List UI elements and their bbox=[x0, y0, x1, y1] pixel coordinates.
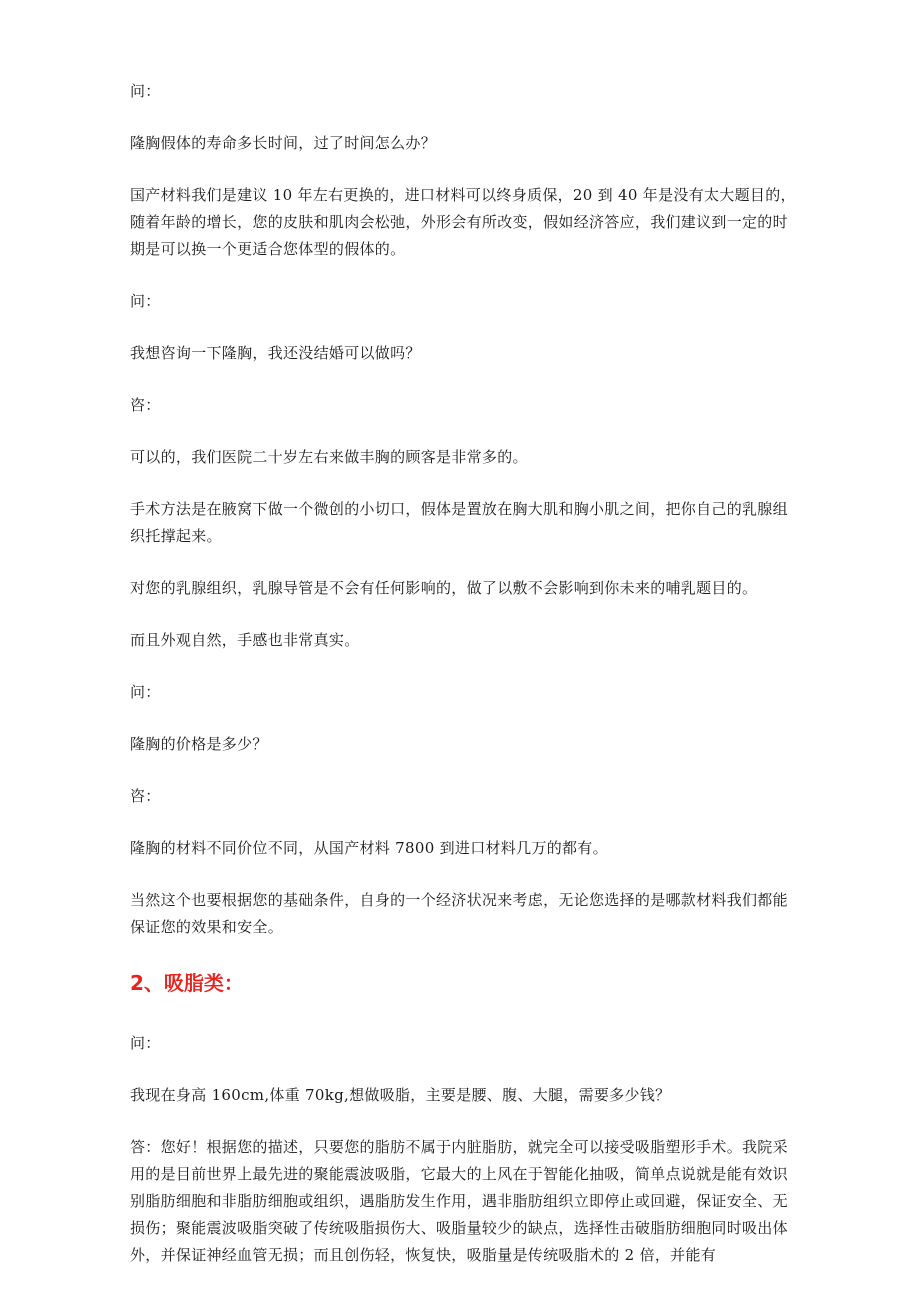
answer-paragraph: 国产材料我们是建议 10 年左右更换的，进口材料可以终身质保，20 到 40 年是没有太大题目的，随着年龄的增长，您的皮肤和肌肉会松弛，外形会有所改变，假如经济答应，我们建议到一定的时期是可以换一个更适合您体型的假体的。 bbox=[130, 186, 796, 258]
consult-label: 咨： bbox=[130, 396, 161, 414]
question-text: 隆胸假体的寿命多长时间，过了时间怎么办？ bbox=[130, 134, 437, 152]
consult-label: 咨： bbox=[130, 787, 161, 805]
answer-paragraph: 而且外观自然，手感也非常真实。 bbox=[130, 631, 360, 649]
answer-paragraph: 手术方法是在腋窝下做一个微创的小切口，假体是置放在胸大肌和胸小肌之间，把你自己的乳腺组织托撑起来。 bbox=[130, 500, 788, 545]
answer-paragraph: 对您的乳腺组织，乳腺导管是不会有任何影响的，做了以敷不会影响到你未来的哺乳题目的。 bbox=[130, 579, 758, 597]
question-label: 问： bbox=[130, 1034, 161, 1052]
question-label: 问： bbox=[130, 292, 161, 310]
answer-paragraph: 可以的，我们医院二十岁左右来做丰胸的顾客是非常多的。 bbox=[130, 448, 528, 466]
question-text: 我想咨询一下隆胸，我还没结婚可以做吗？ bbox=[130, 344, 421, 362]
question-label: 问： bbox=[130, 82, 161, 100]
answer-paragraph: 答：您好！根据您的描述，只要您的脂肪不属于内脏脂肪，就完全可以接受吸脂塑形手术。我院采用的是目前世界上最先进的聚能震波吸脂，它最大的上风在于智能化抽吸，简单点说就是能有效识别脂肪细胞和非脂肪细胞或组织，遇脂肪发生作用，遇非脂肪组织立即停止或回避，保证安全、无损伤；聚能震波吸脂突破了传统吸脂损伤大、吸脂量较少的缺点，选择性击破脂肪细胞同时吸出体外，并保证神经血管无损；而且创伤轻，恢复快，吸脂量是传统吸脂术的 2 倍，并能有 bbox=[130, 1138, 788, 1264]
document-body bbox=[130, 78, 802, 1294]
answer-paragraph: 隆胸的材料不同价位不同，从国产材料 7800 到进口材料几万的都有。 bbox=[130, 839, 608, 857]
question-label: 问： bbox=[130, 683, 161, 701]
section-heading: 2、吸脂类： bbox=[130, 971, 244, 995]
question-text: 我现在身高 160cm,体重 70kg,想做吸脂，主要是腰、腹、大腿，需要多少钱？ bbox=[130, 1086, 671, 1104]
question-text: 隆胸的价格是多少？ bbox=[130, 735, 268, 753]
answer-paragraph: 当然这个也要根据您的基础条件，自身的一个经济状况来考虑，无论您选择的是哪款材料我们都能保证您的效果和安全。 bbox=[130, 891, 788, 936]
